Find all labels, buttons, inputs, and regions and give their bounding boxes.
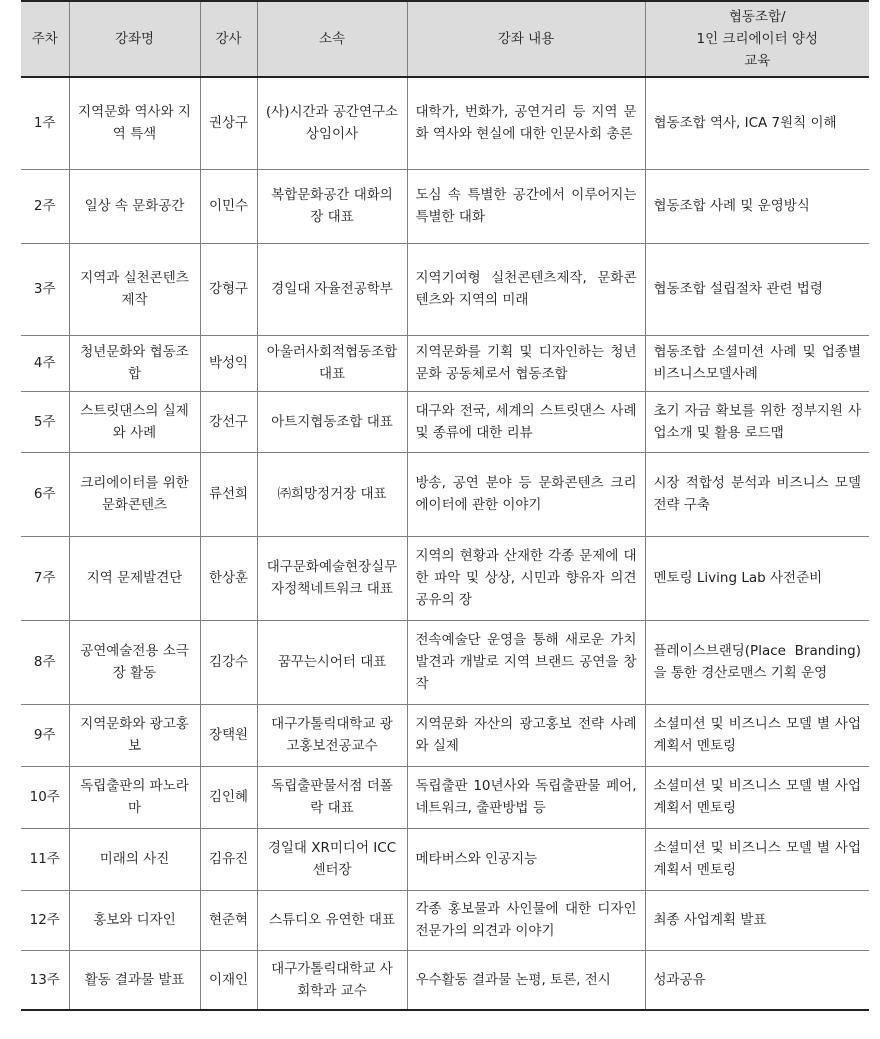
course-cell: 지역과 실천콘텐츠 제작 [69, 243, 200, 335]
coop-cell: 시장 적합성 분석과 비즈니스 모델 전략 구축 [645, 452, 869, 536]
course-cell: 일상 속 문화공간 [69, 169, 200, 243]
course-cell: 홍보와 디자인 [69, 890, 200, 950]
content-cell: 독립출판 10년사와 독립출판물 페어, 네트워크, 출판방법 등 [407, 766, 645, 828]
affiliation-cell: 대구가톨릭대학교 광고홍보전공교수 [257, 704, 407, 766]
course-cell: 크리에이터를 위한 문화콘텐츠 [69, 452, 200, 536]
affiliation-cell: 대구가톨릭대학교 사회학과 교수 [257, 950, 407, 1010]
course-cell: 공연예술전용 소극장 활동 [69, 620, 200, 704]
instructor-cell: 장택원 [200, 704, 257, 766]
coop-cell: 소셜미션 및 비즈니스 모델 별 사업계획서 멘토링 [645, 766, 869, 828]
instructor-cell: 김유진 [200, 828, 257, 890]
week-cell: 13주 [21, 950, 69, 1010]
week-cell: 8주 [21, 620, 69, 704]
table-row [21, 766, 869, 828]
table-row [21, 243, 869, 335]
coop-cell: 초기 자금 확보를 위한 정부지원 사업소개 및 활용 로드맵 [645, 391, 869, 452]
content-cell: 지역의 현황과 산재한 각종 문제에 대한 파악 및 상상, 시민과 향유자 의견 공유의 장 [407, 536, 645, 620]
course-cell: 스트릿댄스의 실제와 사례 [69, 391, 200, 452]
instructor-cell: 류선희 [200, 452, 257, 536]
affiliation-cell: 스튜디오 유연한 대표 [257, 890, 407, 950]
affiliation-cell: 복합문화공간 대화의장 대표 [257, 169, 407, 243]
coop-cell: 멘토링 Living Lab 사전준비 [645, 536, 869, 620]
affiliation-cell: 아울러사회적협동조합 대표 [257, 335, 407, 391]
week-cell: 5주 [21, 391, 69, 452]
affiliation-cell: (사)시간과 공간연구소 상임이사 [257, 77, 407, 169]
week-cell: 2주 [21, 169, 69, 243]
table-row [21, 391, 869, 452]
course-cell: 독립출판의 파노라마 [69, 766, 200, 828]
curriculum-table-container [21, 0, 869, 1011]
week-cell: 3주 [21, 243, 69, 335]
instructor-cell: 현준혁 [200, 890, 257, 950]
week-cell: 4주 [21, 335, 69, 391]
header-content: 강좌 내용 [407, 1, 645, 77]
content-cell: 각종 홍보물과 사인물에 대한 디자인 전문가의 의견과 이야기 [407, 890, 645, 950]
course-cell: 지역문화 역사와 지역 특색 [69, 77, 200, 169]
affiliation-cell: 아트지협동조합 대표 [257, 391, 407, 452]
table-row [21, 536, 869, 620]
table-row [21, 620, 869, 704]
instructor-cell: 권상구 [200, 77, 257, 169]
table-row [21, 335, 869, 391]
content-cell: 도심 속 특별한 공간에서 이루어지는 특별한 대화 [407, 169, 645, 243]
week-cell: 6주 [21, 452, 69, 536]
header-week: 주차 [21, 1, 69, 77]
coop-cell: 협동조합 사례 및 운영방식 [645, 169, 869, 243]
coop-cell: 협동조합 소셜미션 사례 및 업종별 비즈니스모델사례 [645, 335, 869, 391]
header-affiliation: 소속 [257, 1, 407, 77]
content-cell: 대학가, 번화가, 공연거리 등 지역 문화 역사와 현실에 대한 인문사회 총론 [407, 77, 645, 169]
instructor-cell: 강선구 [200, 391, 257, 452]
instructor-cell: 박성익 [200, 335, 257, 391]
instructor-cell: 한상훈 [200, 536, 257, 620]
week-cell: 9주 [21, 704, 69, 766]
week-cell: 12주 [21, 890, 69, 950]
coop-cell: 최종 사업계획 발표 [645, 890, 869, 950]
affiliation-cell: 독립출판물서점 더폴락 대표 [257, 766, 407, 828]
coop-cell: 협동조합 역사, ICA 7원칙 이해 [645, 77, 869, 169]
table-row [21, 950, 869, 1010]
week-cell: 7주 [21, 536, 69, 620]
course-cell: 미래의 사진 [69, 828, 200, 890]
content-cell: 메타버스와 인공지능 [407, 828, 645, 890]
instructor-cell: 강형구 [200, 243, 257, 335]
content-cell: 지역문화 자산의 광고홍보 전략 사례와 실제 [407, 704, 645, 766]
week-cell: 10주 [21, 766, 69, 828]
affiliation-cell: 경일대 XR미디어 ICC 센터장 [257, 828, 407, 890]
header-course: 강좌명 [69, 1, 200, 77]
instructor-cell: 이민수 [200, 169, 257, 243]
table-row [21, 828, 869, 890]
content-cell: 우수활동 결과물 논평, 토론, 전시 [407, 950, 645, 1010]
instructor-cell: 이재인 [200, 950, 257, 1010]
affiliation-cell: ㈜희망정거장 대표 [257, 452, 407, 536]
affiliation-cell: 대구문화예술현장실무자정책네트워크 대표 [257, 536, 407, 620]
content-cell: 전속예술단 운영을 통해 새로운 가치발견과 개발로 지역 브랜드 공연을 창작 [407, 620, 645, 704]
affiliation-cell: 꿈꾸는시어터 대표 [257, 620, 407, 704]
table-row [21, 452, 869, 536]
course-cell: 활동 결과물 발표 [69, 950, 200, 1010]
content-cell: 지역문화를 기획 및 디자인하는 청년문화 공동체로서 협동조합 [407, 335, 645, 391]
instructor-cell: 김강수 [200, 620, 257, 704]
affiliation-cell: 경일대 자율전공학부 [257, 243, 407, 335]
week-cell: 11주 [21, 828, 69, 890]
header-row [21, 1, 869, 77]
instructor-cell: 김인혜 [200, 766, 257, 828]
week-cell: 1주 [21, 77, 69, 169]
curriculum-table [21, 0, 869, 1011]
table-row [21, 704, 869, 766]
course-cell: 지역 문제발견단 [69, 536, 200, 620]
coop-cell: 소셜미션 및 비즈니스 모델 별 사업계획서 멘토링 [645, 828, 869, 890]
course-cell: 청년문화와 협동조합 [69, 335, 200, 391]
course-cell: 지역문화와 광고홍보 [69, 704, 200, 766]
content-cell: 방송, 공연 분야 등 문화콘텐츠 크리에이터에 관한 이야기 [407, 452, 645, 536]
coop-cell: 성과공유 [645, 950, 869, 1010]
header-instructor: 강사 [200, 1, 257, 77]
content-cell: 지역기여형 실천콘텐츠제작, 문화콘텐츠와 지역의 미래 [407, 243, 645, 335]
content-cell: 대구와 전국, 세계의 스트릿댄스 사례 및 종류에 대한 리뷰 [407, 391, 645, 452]
coop-cell: 소셜미션 및 비즈니스 모델 별 사업계획서 멘토링 [645, 704, 869, 766]
coop-cell: 협동조합 설립절차 관련 법령 [645, 243, 869, 335]
header-coop: 협동조합/ 1인 크리에이터 양성 교육 [645, 1, 869, 77]
table-row [21, 169, 869, 243]
table-body [21, 77, 869, 1010]
table-row [21, 77, 869, 169]
table-row [21, 890, 869, 950]
coop-cell: 플레이스브랜딩(Place Branding)을 통한 경산로맨스 기획 운영 [645, 620, 869, 704]
